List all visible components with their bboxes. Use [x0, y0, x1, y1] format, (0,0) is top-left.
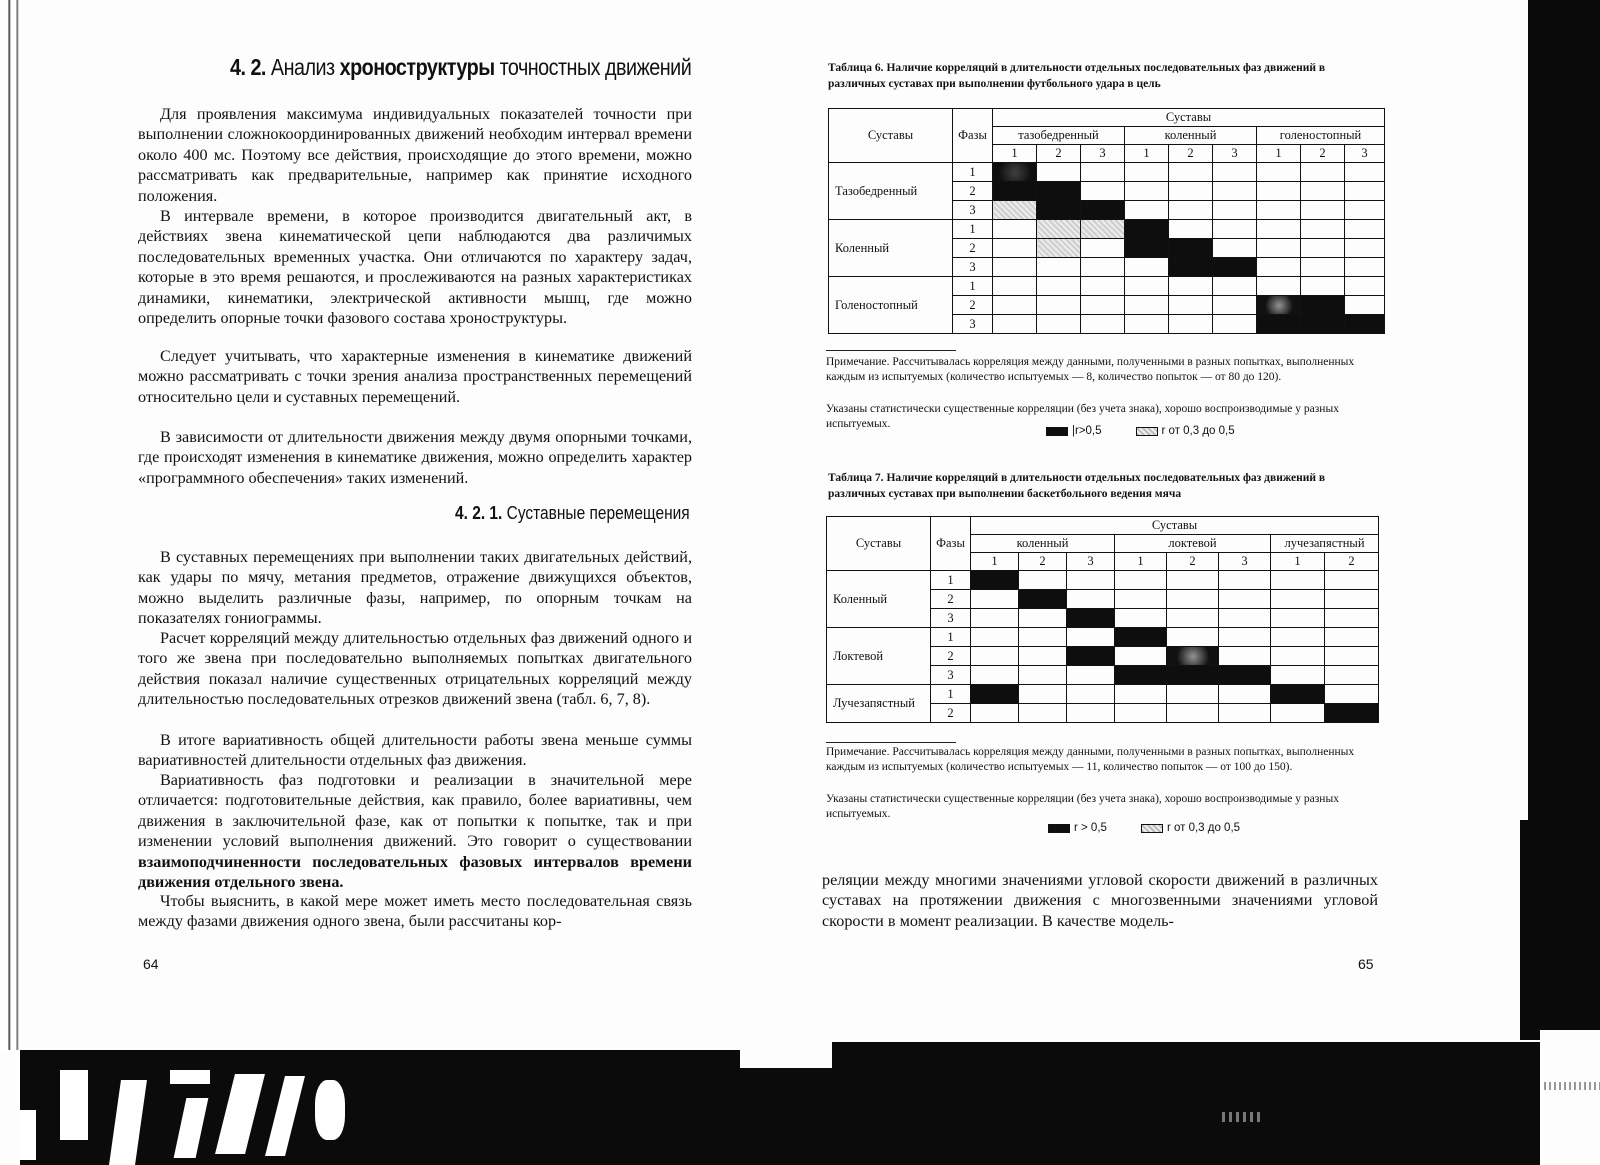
table6-correlation-cell — [1125, 315, 1169, 334]
table7-note2: Указаны статистически существенные корреляции (без учета знака), хорошо воспроизводимые у разных испытуемых. — [826, 793, 1339, 820]
table6-correlation-cell — [1081, 220, 1125, 239]
table6-correlation-cell — [1213, 182, 1257, 201]
table6-correlation-cell — [1037, 296, 1081, 315]
scan-bottom-left-dark-area — [20, 1050, 740, 1165]
table7-correlation-cell — [1219, 666, 1271, 685]
table6-correlation-cell — [1257, 258, 1301, 277]
table7-phase-cell: 2 — [931, 704, 971, 723]
table6-correlation-cell — [1213, 201, 1257, 220]
paragraph: Вариативность фаз подготовки и реализации в значительной мере отличается: подготовительные действия, как правило, более вариативны, чем движения в заключительной фазе, как от попытки к попытке, так и при изменении условий выполнения движений. Это говорит о существовании взаимоподчиненности последовательных фазовых интервалов времени движения отдельного звена. — [138, 771, 692, 892]
table6-correlation-cell — [1037, 182, 1081, 201]
table6-phase-cell: 1 — [953, 220, 993, 239]
table6-col-group: коленный — [1125, 127, 1257, 145]
table7-correlation-cell — [1219, 590, 1271, 609]
legend-gray-label: r от 0,3 до 0,5 — [1161, 425, 1235, 437]
table7-correlation-cell — [1325, 571, 1379, 590]
paragraph: Для проявления максимума индивидуальных показателей точности при выполнении сложнокоординированных движений необходим интервал времени около 400 мс. Поэтому все действия, происходящие до этого времени, можно рассматривать как предварительные, например как принятие исходного положения. — [138, 105, 692, 205]
note-rule — [826, 350, 956, 351]
legend-black-label: r > 0,5 — [1074, 822, 1107, 834]
table7-correlation-cell — [1167, 685, 1219, 704]
table6-phase-number: 3 — [1213, 145, 1257, 163]
table6-correlation-cell — [1213, 277, 1257, 296]
table6-joint-label: Голеностопный — [829, 277, 953, 334]
table6-correlation-cell — [1301, 163, 1345, 182]
table7-correlation-cell — [1219, 704, 1271, 723]
table6-correlation-cell — [993, 258, 1037, 277]
page-number-left: 64 — [143, 956, 159, 972]
legend-gray-swatch — [1136, 427, 1158, 436]
table7-correlation-cell — [1067, 628, 1115, 647]
scan-bottom-mid-dark-area — [740, 1068, 832, 1165]
subsection-number: 4. 2. 1. — [455, 503, 503, 523]
table6-correlation-cell — [993, 220, 1037, 239]
table7-correlation-cell — [971, 609, 1019, 628]
table7-header-phases: Фазы — [931, 517, 971, 571]
table6-correlation-cell — [1301, 258, 1345, 277]
table6-correlation-cell — [1125, 277, 1169, 296]
table6-col-group: голеностопный — [1257, 127, 1385, 145]
table7-correlation-cell — [971, 590, 1019, 609]
table6-correlation-cell — [1081, 182, 1125, 201]
table7-correlation-cell — [1067, 571, 1115, 590]
table6-phase-number: 3 — [1345, 145, 1385, 163]
table7-row — [827, 628, 1379, 647]
table6-correlation-cell — [1301, 239, 1345, 258]
table6-correlation-cell — [993, 277, 1037, 296]
legend-black-label: |r>0,5 — [1072, 425, 1102, 437]
table7-correlation-cell — [1167, 571, 1219, 590]
note-rule — [826, 742, 956, 743]
table6-joint-label: Коленный — [829, 220, 953, 277]
table6-phase-cell: 1 — [953, 163, 993, 182]
section-title-part1: Анализ — [270, 54, 335, 80]
table6-correlation-cell — [1037, 239, 1081, 258]
section-heading — [230, 54, 692, 88]
table7-correlation-cell — [1167, 609, 1219, 628]
table7-caption — [828, 470, 1384, 502]
table6-correlation-cell — [1081, 277, 1125, 296]
table7-correlation-cell — [1115, 647, 1167, 666]
table7-correlation-cell — [1115, 666, 1167, 685]
table7-correlation-cell — [1325, 628, 1379, 647]
table7-correlation-cell — [1271, 647, 1325, 666]
table7-correlation-cell — [1019, 685, 1067, 704]
table6-correlation-cell — [1301, 220, 1345, 239]
table6-correlation-cell — [1169, 182, 1213, 201]
table7-correlation-cell — [1115, 685, 1167, 704]
paragraph: В интервале времени, в которое производится двигательный акт, в действиях звена кинематической цепи наблюдаются два различимых последовательных временных участка. Они отличаются по характеру задач, которые в это время решаются, и прослеживаются на разных характеристиках динамики, кинематики, электрической активности мышц, где можно определить опорные точки фазового состава хроноструктуры. — [138, 207, 692, 328]
table6-correlation-cell — [1125, 296, 1169, 315]
table6-correlation-cell — [1037, 315, 1081, 334]
table6-correlation-cell — [1257, 296, 1301, 315]
table6-correlation-cell — [1125, 258, 1169, 277]
table7-correlation-cell — [1067, 666, 1115, 685]
table6-row — [829, 277, 1385, 296]
paragraph: В итоге вариативность общей длительности работы звена меньше суммы вариативностей длительности отдельных фаз движения. — [138, 731, 692, 770]
table6-row — [829, 220, 1385, 239]
table7-note: Примечание. Рассчитывалась корреляция между данными, полученными в разных попытках, выполненных каждым из испытуемых (количество испытуемых — 11, количество попыток — от 100 до 150). — [826, 746, 1355, 773]
table7-correlation-cell — [1271, 609, 1325, 628]
table7-correlation-cell — [971, 666, 1019, 685]
table6-correlation-cell — [993, 163, 1037, 182]
table7-correlation-cell — [1019, 666, 1067, 685]
paragraph: Следует учитывать, что характерные изменения в кинематике движений можно рассматривать с точки зрения анализа пространственных перемещений относительно цели и суставных перемещений. — [138, 347, 692, 406]
subsection-title: Суставные перемещения — [506, 503, 690, 523]
table6-correlation-cell — [1169, 239, 1213, 258]
table6-phase-number: 3 — [1081, 145, 1125, 163]
table7-phase-cell: 3 — [931, 609, 971, 628]
table7-correlation-cell — [971, 647, 1019, 666]
table6-correlation-cell — [1301, 277, 1345, 296]
table7-joint-label: Лучезапястный — [827, 685, 931, 723]
table7-phase-cell: 1 — [931, 628, 971, 647]
table7-correlation-cell — [1167, 666, 1219, 685]
table6-correlation-cell — [1037, 220, 1081, 239]
table6-correlation-cell — [1081, 258, 1125, 277]
legend-gray-swatch — [1141, 824, 1163, 833]
table6-header-group: Суставы — [993, 109, 1385, 127]
table6-correlation-cell — [1345, 201, 1385, 220]
subsection-heading — [455, 503, 690, 524]
table7-correlation-cell — [1325, 609, 1379, 628]
table7-phase-number: 3 — [1067, 553, 1115, 571]
table6-correlation-cell — [1345, 239, 1385, 258]
table7-correlation-cell — [1115, 628, 1167, 647]
table6-phase-number: 2 — [1169, 145, 1213, 163]
scan-bottom-right-dark-area — [832, 1042, 1540, 1165]
table7-correlation-cell — [1325, 666, 1379, 685]
table7-phase-number: 1 — [1115, 553, 1167, 571]
table7-correlation-cell — [1115, 704, 1167, 723]
table6-correlation-cell — [1169, 258, 1213, 277]
table6-correlation-cell — [993, 296, 1037, 315]
table6-correlation-cell — [1213, 258, 1257, 277]
table7-correlation-cell — [1219, 571, 1271, 590]
table6-header-phases: Фазы — [953, 109, 993, 163]
table7-phase-cell: 2 — [931, 590, 971, 609]
table6-correlation-cell — [1169, 220, 1213, 239]
table6-col-group: тазобедренный — [993, 127, 1125, 145]
table7-col-group: локтевой — [1115, 535, 1271, 553]
bold-emphasis: взаимоподчиненности последовательных фазовых интервалов времени движения отдельного звена. — [138, 852, 692, 892]
table7-correlation-cell — [1019, 571, 1067, 590]
table7-phase-number: 2 — [1167, 553, 1219, 571]
table6-phase-number: 2 — [1301, 145, 1345, 163]
table6-legend — [1046, 425, 1235, 437]
table7-correlation-cell — [971, 685, 1019, 704]
table6-correlation-cell — [1125, 239, 1169, 258]
table7-correlation-cell — [1019, 647, 1067, 666]
table6 — [828, 108, 1385, 334]
legend-black-swatch — [1046, 427, 1068, 436]
table6-correlation-cell — [1345, 220, 1385, 239]
table7-label: Таблица 7. — [828, 472, 884, 484]
table7-correlation-cell — [1271, 571, 1325, 590]
table6-correlation-cell — [1125, 220, 1169, 239]
table6-correlation-cell — [1301, 182, 1345, 201]
table6-correlation-cell — [993, 239, 1037, 258]
table6-joint-label: Тазобедренный — [829, 163, 953, 220]
table6-correlation-cell — [1301, 296, 1345, 315]
table6-phase-cell: 1 — [953, 277, 993, 296]
table7-correlation-cell — [1067, 704, 1115, 723]
table7-correlation-cell — [1167, 628, 1219, 647]
table6-correlation-cell — [1213, 239, 1257, 258]
table6-row — [829, 163, 1385, 182]
table6-correlation-cell — [1257, 315, 1301, 334]
table7-correlation-cell — [1167, 590, 1219, 609]
table7-correlation-cell — [1019, 704, 1067, 723]
table7-phase-number: 3 — [1219, 553, 1271, 571]
table6-correlation-cell — [1301, 201, 1345, 220]
table6-caption-text: Наличие корреляций в длительности отдельных последовательных фаз движений в различных суставах при выполнении футбольного удара в цель — [828, 62, 1326, 90]
table7-row — [827, 571, 1379, 590]
paragraph: Расчет корреляций между длительностью отдельных фаз движений одного и того же звена при последовательно выполняемых попытках двигательного действия показал наличие существенных отрицательных корреляций между длительностью последовательных отрезков движений звена (табл. 6, 7, 8). — [138, 629, 692, 709]
table7-correlation-cell — [1219, 628, 1271, 647]
table7-correlation-cell — [1115, 571, 1167, 590]
table6-correlation-cell — [1257, 182, 1301, 201]
table6-correlation-cell — [1345, 296, 1385, 315]
table6-correlation-cell — [1257, 163, 1301, 182]
table6-correlation-cell — [1257, 201, 1301, 220]
table7-correlation-cell — [1325, 704, 1379, 723]
table7-correlation-cell — [1167, 647, 1219, 666]
table6-phase-cell: 2 — [953, 182, 993, 201]
page-number-right: 65 — [1358, 956, 1374, 972]
table7-phase-cell: 3 — [931, 666, 971, 685]
table6-correlation-cell — [1213, 163, 1257, 182]
table6-phase-cell: 2 — [953, 239, 993, 258]
table7-phase-cell: 2 — [931, 647, 971, 666]
table6-correlation-cell — [1213, 296, 1257, 315]
table6-correlation-cell — [1125, 163, 1169, 182]
table7-correlation-cell — [1019, 609, 1067, 628]
table7-header-group: Суставы — [971, 517, 1379, 535]
paragraph: В суставных перемещениях при выполнении таких двигательных действий, как удары по мячу, метания предметов, отражение движущихся объектов, можно выделить различные фазы, например, по опорным точкам на показателях гониограммы. — [138, 548, 692, 628]
table6-correlation-cell — [1081, 239, 1125, 258]
table7-correlation-cell — [1271, 628, 1325, 647]
table6-correlation-cell — [1037, 277, 1081, 296]
table7-correlation-cell — [971, 628, 1019, 647]
table6-correlation-cell — [1169, 296, 1213, 315]
section-title-bold: хроноструктуры — [339, 54, 495, 80]
table7-correlation-cell — [971, 704, 1019, 723]
legend-black-swatch — [1048, 824, 1070, 833]
table7-correlation-cell — [1019, 628, 1067, 647]
table6-phase-cell: 2 — [953, 296, 993, 315]
table7-correlation-cell — [1271, 704, 1325, 723]
table6-correlation-cell — [993, 201, 1037, 220]
table7-correlation-cell — [1271, 685, 1325, 704]
table7-correlation-cell — [1325, 685, 1379, 704]
table7-correlation-cell — [1067, 609, 1115, 628]
scan-left-edge — [0, 0, 22, 1050]
table6-correlation-cell — [1081, 315, 1125, 334]
table7-correlation-cell — [1219, 647, 1271, 666]
table6-correlation-cell — [1257, 220, 1301, 239]
table6-correlation-cell — [1037, 258, 1081, 277]
table6-correlation-cell — [1345, 163, 1385, 182]
table7-header-joints: Суставы — [827, 517, 931, 571]
paragraph: реляции между многими значениями угловой скорости движений в различных суставах на протяжении движения с многозвенными значениями угловой скорости в момент реализации. В качестве модель- — [822, 871, 1378, 930]
table6-correlation-cell — [1037, 201, 1081, 220]
table6-correlation-cell — [1345, 277, 1385, 296]
table7-correlation-cell — [1067, 590, 1115, 609]
table7-phase-number: 1 — [1271, 553, 1325, 571]
section-title-part2: точностных движений — [499, 54, 692, 80]
table6-correlation-cell — [1213, 315, 1257, 334]
table7-correlation-cell — [1115, 609, 1167, 628]
table7-correlation-cell — [1019, 590, 1067, 609]
table6-correlation-cell — [1301, 315, 1345, 334]
table6-correlation-cell — [1081, 201, 1125, 220]
table7-joint-label: Коленный — [827, 571, 931, 628]
table7-correlation-cell — [1067, 647, 1115, 666]
table6-correlation-cell — [1169, 315, 1213, 334]
table7-phase-number: 2 — [1019, 553, 1067, 571]
table6-correlation-cell — [1037, 163, 1081, 182]
table6-correlation-cell — [1169, 201, 1213, 220]
table6-note2: Указаны статистически существенные корреляции (без учета знака), хорошо воспроизводимые у разных испытуемых. — [826, 403, 1339, 430]
table6-correlation-cell — [993, 315, 1037, 334]
table6-phase-cell: 3 — [953, 315, 993, 334]
table6-correlation-cell — [1213, 220, 1257, 239]
table6-correlation-cell — [1169, 163, 1213, 182]
table7-correlation-cell — [971, 571, 1019, 590]
table6-correlation-cell — [1257, 239, 1301, 258]
table6-phase-number: 1 — [1125, 145, 1169, 163]
table7-col-group: коленный — [971, 535, 1115, 553]
table7-correlation-cell — [1325, 647, 1379, 666]
table6-correlation-cell — [1081, 163, 1125, 182]
table6-correlation-cell — [1125, 182, 1169, 201]
table6-correlation-cell — [1257, 277, 1301, 296]
scan-right-dark-edge-notch — [1520, 820, 1540, 1040]
table6-caption — [828, 60, 1384, 92]
paragraph: Чтобы выяснить, в какой мере может иметь место последовательная связь между фазами движения одного звена, были рассчитаны кор- — [138, 892, 692, 931]
table6-label: Таблица 6. — [828, 62, 884, 74]
table7-correlation-cell — [1167, 704, 1219, 723]
table6-phase-cell: 3 — [953, 258, 993, 277]
section-number: 4. 2. — [230, 54, 266, 80]
table7-correlation-cell — [1325, 590, 1379, 609]
table7-joint-label: Локтевой — [827, 628, 931, 685]
table6-phase-number: 1 — [1257, 145, 1301, 163]
table6-header-joints: Суставы — [829, 109, 953, 163]
table7-phase-cell: 1 — [931, 571, 971, 590]
table7-correlation-cell — [1219, 685, 1271, 704]
legend-gray-label: r от 0,3 до 0,5 — [1166, 822, 1241, 834]
table7-correlation-cell — [1271, 666, 1325, 685]
table7-legend — [1048, 822, 1240, 834]
table7-caption-text: Наличие корреляций в длительности отдельных последовательных фаз движений в различных суставах при выполнении баскетбольного ведения мяча — [828, 472, 1326, 500]
table7-phase-number: 2 — [1325, 553, 1379, 571]
table6-correlation-cell — [1125, 201, 1169, 220]
table6-correlation-cell — [1345, 258, 1385, 277]
table7-phase-number: 1 — [971, 553, 1019, 571]
table6-correlation-cell — [1345, 182, 1385, 201]
table6-correlation-cell — [993, 182, 1037, 201]
table7-correlation-cell — [1115, 590, 1167, 609]
table7-correlation-cell — [1271, 590, 1325, 609]
table6-correlation-cell — [1081, 296, 1125, 315]
table6-phase-cell: 3 — [953, 201, 993, 220]
table6-correlation-cell — [1345, 315, 1385, 334]
table7-row — [827, 685, 1379, 704]
table6-phase-number: 2 — [1037, 145, 1081, 163]
scan-specks — [1544, 1082, 1600, 1090]
table7-col-group: лучезапястный — [1271, 535, 1379, 553]
table7 — [826, 516, 1379, 723]
table6-correlation-cell — [1169, 277, 1213, 296]
paragraph: В зависимости от длительности движения между двумя опорными точками, где происходят изменения в кинематике движения, можно определить характер «программного обеспечения» таких изменений. — [138, 428, 692, 487]
table7-correlation-cell — [1067, 685, 1115, 704]
table7-correlation-cell — [1219, 609, 1271, 628]
table6-phase-number: 1 — [993, 145, 1037, 163]
table7-phase-cell: 1 — [931, 685, 971, 704]
table6-note: Примечание. Рассчитывалась корреляция между данными, полученными в разных попытках, выполненных каждым из испытуемых (количество испытуемых — 8, количество попыток — от 80 до 120). — [826, 356, 1355, 383]
